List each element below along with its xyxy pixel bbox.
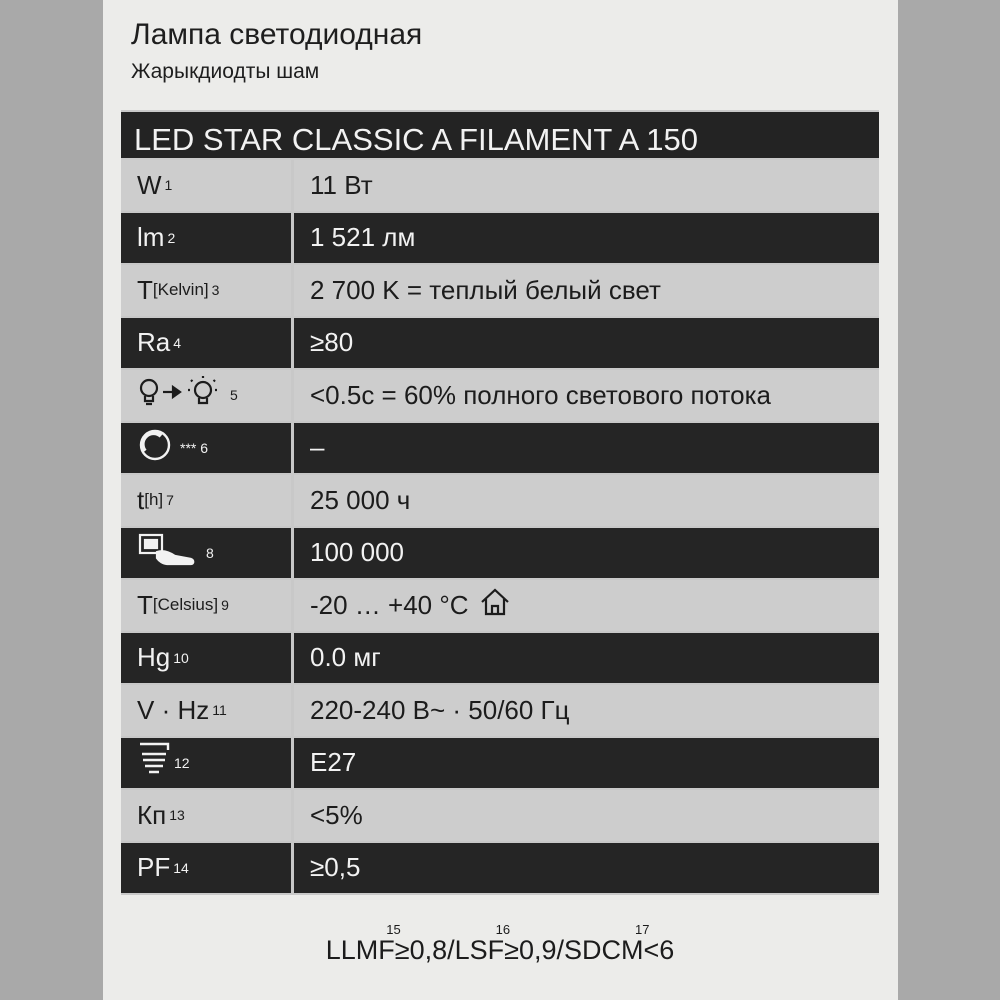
spec-row xyxy=(121,790,879,843)
spec-label-subscript: [h] xyxy=(144,490,164,510)
spec-value xyxy=(294,790,879,841)
spec-value-text: -20 … +40 °C xyxy=(310,589,469,620)
footnote-number: 3 xyxy=(211,282,220,299)
spec-row xyxy=(121,580,879,633)
spec-row xyxy=(121,685,879,738)
spec-value xyxy=(294,843,879,894)
spec-value-text: 100 000 xyxy=(310,537,404,568)
spec-label xyxy=(121,843,294,894)
product-subtitle: Жарыкдиодты шам xyxy=(131,60,320,83)
footnote-number: 15 xyxy=(386,922,401,937)
footnote-number: 10 xyxy=(173,649,189,666)
spec-row xyxy=(121,265,879,318)
spec-label xyxy=(121,528,294,579)
spec-value xyxy=(294,738,879,789)
spec-row xyxy=(121,213,879,266)
spec-row xyxy=(121,160,879,213)
spec-label xyxy=(121,685,294,736)
lamp-base-icon xyxy=(137,741,171,784)
spec-value xyxy=(294,475,879,526)
indicator-text: LLMF xyxy=(325,935,395,965)
spec-label-text: Кп xyxy=(137,799,167,830)
indicator-text: ≥0,9/SDCM xyxy=(504,935,644,965)
spec-label xyxy=(121,213,294,264)
spec-value xyxy=(294,213,879,264)
spec-label xyxy=(121,265,294,316)
quality-indicators xyxy=(0,922,1000,966)
spec-row xyxy=(121,843,879,896)
footnote-number: 11 xyxy=(212,702,227,719)
footnote-number: 12 xyxy=(174,754,190,771)
footnote-number: 8 xyxy=(206,544,214,561)
spec-label-text: Ra xyxy=(137,327,171,358)
spec-label-text: T xyxy=(137,589,153,620)
spec-row xyxy=(121,370,879,423)
spec-value-text: 1 521 лм xyxy=(310,222,416,253)
footnote-number: 1 xyxy=(164,177,173,194)
spec-table xyxy=(121,110,879,895)
spec-row xyxy=(121,528,879,581)
spec-value xyxy=(294,370,879,421)
spec-value-text: 0.0 мг xyxy=(310,642,381,673)
dimmer-icon xyxy=(137,426,177,469)
spec-value-text: 25 000 ч xyxy=(310,484,411,515)
spec-label xyxy=(121,633,294,684)
spec-row xyxy=(121,423,879,476)
spec-value-text: 2 700 K = теплый белый свет xyxy=(310,274,661,305)
spec-label xyxy=(121,160,294,211)
switch-press-hand-icon xyxy=(137,532,203,573)
spec-label xyxy=(121,790,294,841)
spec-row xyxy=(121,738,879,791)
spec-value xyxy=(294,633,879,684)
indicator-segment xyxy=(504,922,650,966)
spec-value-text: 220-240 В~ · 50/60 Гц xyxy=(310,694,570,725)
indicator-text: ≥0,8/LSF xyxy=(394,935,505,965)
spec-value xyxy=(294,318,879,369)
footnote-number: 9 xyxy=(221,597,229,614)
spec-label xyxy=(121,318,294,369)
spec-row xyxy=(121,475,879,528)
spec-label-subscript: [Celsius] xyxy=(152,595,219,615)
spec-value-text: ≥0,5 xyxy=(310,852,361,883)
spec-label-text: lm xyxy=(137,222,165,253)
spec-label xyxy=(121,423,294,474)
product-title: Лампа светодиодная xyxy=(131,18,423,51)
footnote-number: 2 xyxy=(167,229,176,246)
spec-label xyxy=(121,738,294,789)
spec-row xyxy=(121,318,879,371)
spec-value-text: <5% xyxy=(310,799,363,830)
spec-label xyxy=(121,580,294,631)
spec-value xyxy=(294,528,879,579)
footnote-number: 5 xyxy=(230,387,238,404)
spec-label-text: V · Hz xyxy=(137,694,210,725)
footnote-number: 14 xyxy=(173,859,189,876)
bulb-to-bright-bulb-icon xyxy=(137,375,227,416)
model-name: LED STAR CLASSIC A FILAMENT A 150 xyxy=(121,110,879,160)
spec-value xyxy=(294,160,879,211)
spec-value xyxy=(294,423,879,474)
footnote-number: *** 6 xyxy=(180,439,209,456)
spec-label xyxy=(121,475,294,526)
spec-value xyxy=(294,265,879,316)
spec-value-text: – xyxy=(310,432,325,463)
spec-label-text: PF xyxy=(137,852,171,883)
spec-label-text: t xyxy=(137,484,145,515)
spec-value-text: E27 xyxy=(310,747,357,778)
house-icon xyxy=(479,587,511,624)
footnote-number: 17 xyxy=(635,922,650,937)
spec-value xyxy=(294,685,879,736)
spec-label-text: T xyxy=(137,274,153,305)
footnote-number: 16 xyxy=(495,922,511,937)
spec-label xyxy=(121,370,294,421)
spec-row xyxy=(121,633,879,686)
spec-value-text: <0.5с = 60% полного светового потока xyxy=(310,379,771,410)
spec-label-text: Hg xyxy=(137,642,171,673)
indicator-segment xyxy=(394,922,511,966)
spec-value xyxy=(294,580,879,631)
spec-value-text: 11 Вт xyxy=(310,169,373,200)
indicator-segment xyxy=(643,935,674,966)
spec-label-text: W xyxy=(137,169,162,200)
indicator-text: <6 xyxy=(643,935,675,965)
footnote-number: 13 xyxy=(169,807,185,824)
indicator-segment xyxy=(325,922,401,966)
footnote-number: 7 xyxy=(166,492,174,509)
spec-label-subscript: [Kelvin] xyxy=(152,280,209,300)
spec-value-text: ≥80 xyxy=(310,327,354,358)
footnote-number: 4 xyxy=(173,334,182,351)
